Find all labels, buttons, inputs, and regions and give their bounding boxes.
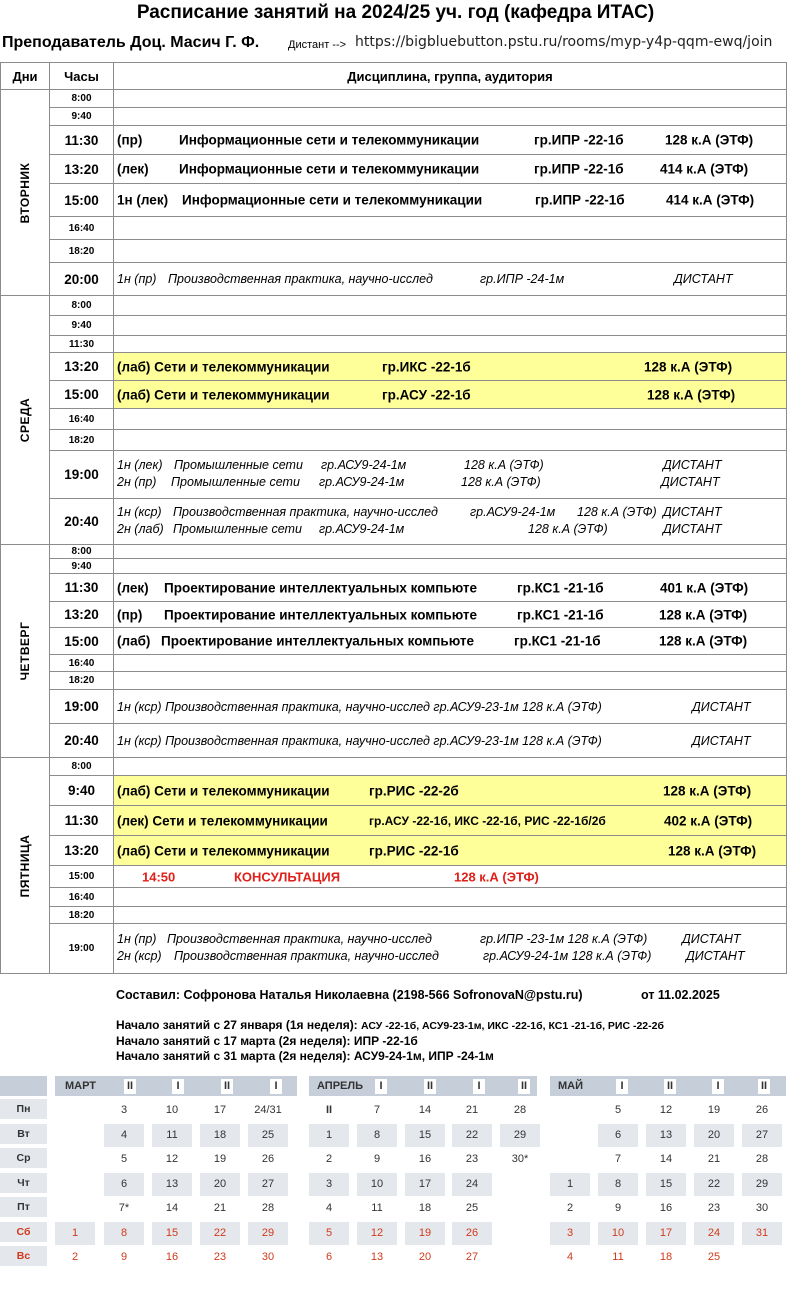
hour-cell: 16:40 bbox=[50, 888, 114, 907]
calendar-day: 27 bbox=[465, 1251, 479, 1263]
calendar-day: 8 bbox=[357, 1124, 397, 1147]
table-row bbox=[1, 724, 787, 758]
lesson-cell bbox=[114, 924, 787, 974]
table-row bbox=[1, 240, 787, 263]
day-friday: ПЯТНИЦА bbox=[1, 758, 50, 974]
header-subject: Дисциплина, группа, аудитория bbox=[114, 63, 787, 90]
lesson-cell: (лаб) Сети и телекоммуникации гр.ИКС -22-1б 128 к.А (ЭТФ) bbox=[114, 353, 787, 381]
day-wednesday: СРЕДА bbox=[1, 296, 50, 545]
calendar-day: 8 bbox=[598, 1173, 638, 1196]
calendar-day: 23 bbox=[213, 1251, 227, 1263]
hour-cell: 15:00 bbox=[50, 866, 114, 888]
calendar-day: 24 bbox=[452, 1173, 492, 1196]
lesson-cell bbox=[114, 316, 787, 336]
calendar-day: 28 bbox=[261, 1202, 275, 1214]
table-row bbox=[1, 672, 787, 690]
calendar-day: 28 bbox=[513, 1104, 527, 1116]
calendar-day: 15 bbox=[646, 1173, 686, 1196]
calendar-day: 13 bbox=[152, 1173, 192, 1196]
lesson-cell: (лаб) Проектирование интеллектуальных компьюте гр.КС1 -21-1б 128 к.А (ЭТФ) bbox=[114, 628, 787, 655]
calendar-dow: Вт bbox=[0, 1124, 47, 1144]
table-row bbox=[1, 451, 787, 499]
lesson-cell: (лаб) Сети и телекоммуникации гр.РИС -22-1б 128 к.А (ЭТФ) bbox=[114, 836, 787, 866]
calendar-day: 22 bbox=[694, 1173, 734, 1196]
calendar-day: 14 bbox=[659, 1153, 673, 1165]
calendar-week-label: I bbox=[270, 1079, 282, 1094]
calendar-header-blank bbox=[0, 1076, 47, 1096]
calendar-day: 23 bbox=[707, 1202, 721, 1214]
calendar-day: 17 bbox=[213, 1104, 227, 1116]
calendar-month-header bbox=[55, 1076, 297, 1096]
table-row bbox=[1, 758, 787, 776]
calendar-day: 22 bbox=[200, 1222, 240, 1245]
calendar-day: 25 bbox=[465, 1202, 479, 1214]
hour-cell: 8:00 bbox=[50, 296, 114, 316]
day-thursday: ЧЕТВЕРГ bbox=[1, 545, 50, 758]
calendar-dow: Пн bbox=[0, 1099, 47, 1119]
hour-cell: 13:20 bbox=[50, 836, 114, 866]
lesson-line: 2н (лаб) Промышленные сети гр.АСУ9-24-1м 128 к.А (ЭТФ) ДИСТАНТ bbox=[117, 521, 722, 536]
calendar-day: 27 bbox=[248, 1173, 288, 1196]
calendar-day: 3 bbox=[550, 1222, 590, 1245]
lesson-cell bbox=[114, 655, 787, 672]
calendar-day: 12 bbox=[659, 1104, 673, 1116]
calendar-day: 19 bbox=[213, 1153, 227, 1165]
calendar-day: 1 bbox=[309, 1124, 349, 1147]
day-tuesday: ВТОРНИК bbox=[1, 90, 50, 296]
calendar-day: 7 bbox=[373, 1104, 381, 1116]
calendar-week-label: II bbox=[325, 1104, 333, 1116]
hour-cell: 11:30 bbox=[50, 126, 114, 155]
calendar-month-header bbox=[550, 1076, 786, 1096]
calendar-day: 10 bbox=[357, 1173, 397, 1196]
calendar-day: 19 bbox=[707, 1104, 721, 1116]
calendar-day: 21 bbox=[465, 1104, 479, 1116]
calendar-day: 18 bbox=[418, 1202, 432, 1214]
teacher-name: Преподаватель Доц. Масич Г. Ф. bbox=[2, 34, 260, 51]
calendar-day: 26 bbox=[755, 1104, 769, 1116]
lesson-cell: 1н (лек) Информационные сети и телекоммуникации гр.ИПР -22-1б 414 к.А (ЭТФ) bbox=[114, 184, 787, 217]
lesson-cell bbox=[114, 758, 787, 776]
calendar-month-header bbox=[309, 1076, 537, 1096]
table-row bbox=[1, 888, 787, 907]
lesson-line: 1н (пр) Производственная практика, научно-исслед гр.ИПР -23-1м 128 к.А (ЭТФ) ДИСТАНТ bbox=[117, 931, 741, 946]
table-row bbox=[1, 776, 787, 806]
table-row bbox=[1, 217, 787, 240]
header-days: Дни bbox=[1, 63, 50, 90]
page-title: Расписание занятий на 2024/25 уч. год (кафедра ИТАС) bbox=[136, 2, 655, 23]
calendar-day: 19 bbox=[405, 1222, 445, 1245]
lesson-cell bbox=[114, 409, 787, 430]
hour-cell: 19:00 bbox=[50, 924, 114, 974]
calendar-day: 5 bbox=[120, 1153, 128, 1165]
calendar-day: 16 bbox=[165, 1251, 179, 1263]
hour-cell: 9:40 bbox=[50, 559, 114, 574]
calendar-dow: Сб bbox=[0, 1222, 47, 1242]
lesson-cell: 1н (кср) Производственная практика, научно-исслед гр.АСУ9-23-1м 128 к.А (ЭТФ) ДИСТАНТ bbox=[114, 690, 787, 724]
hour-cell: 16:40 bbox=[50, 217, 114, 240]
hour-cell: 11:30 bbox=[50, 574, 114, 602]
lesson-line: 2н (пр) Промышленные сети гр.АСУ9-24-1м 128 к.А (ЭТФ) ДИСТАНТ bbox=[117, 474, 720, 489]
calendar-day: 23 bbox=[465, 1153, 479, 1165]
composed-by-text: Составил: Софронова Наталья Николаевна (2198-566 SofronovaN@pstu.ru) bbox=[116, 988, 583, 1002]
table-row bbox=[1, 574, 787, 602]
calendar-day: 14 bbox=[165, 1202, 179, 1214]
hour-cell: 18:20 bbox=[50, 240, 114, 263]
calendar-day: 12 bbox=[165, 1153, 179, 1165]
calendar-day: 16 bbox=[659, 1202, 673, 1214]
lesson-cell: (лаб) Сети и телекоммуникации гр.АСУ -22-1б 128 к.А (ЭТФ) bbox=[114, 381, 787, 409]
hour-cell: 20:40 bbox=[50, 499, 114, 545]
composed-by bbox=[116, 988, 720, 1002]
calendar-day: 10 bbox=[598, 1222, 638, 1245]
calendar-day: 20 bbox=[200, 1173, 240, 1196]
lesson-cell bbox=[114, 108, 787, 126]
calendar-day: 16 bbox=[418, 1153, 432, 1165]
hour-cell: 9:40 bbox=[50, 316, 114, 336]
table-header-row bbox=[1, 63, 787, 90]
calendar-day: 15 bbox=[152, 1222, 192, 1245]
table-row bbox=[1, 690, 787, 724]
calendar-day: 30 bbox=[261, 1251, 275, 1263]
calendar-day: 3 bbox=[120, 1104, 128, 1116]
calendar-day: 4 bbox=[566, 1251, 574, 1263]
calendar-week-label: I bbox=[375, 1079, 387, 1094]
table-row bbox=[1, 409, 787, 430]
calendar-day: 2 bbox=[325, 1153, 333, 1165]
calendar-day: 14 bbox=[418, 1104, 432, 1116]
lesson-cell bbox=[114, 451, 787, 499]
lesson-line: 1н (лек) Промышленные сети гр.АСУ9-24-1м 128 к.А (ЭТФ) ДИСТАНТ bbox=[117, 457, 722, 472]
calendar-day: 11 bbox=[612, 1251, 624, 1263]
hour-cell: 15:00 bbox=[50, 381, 114, 409]
distant-label: Дистант --> bbox=[288, 39, 347, 51]
hour-cell: 18:20 bbox=[50, 672, 114, 690]
calendar-day: 5 bbox=[614, 1104, 622, 1116]
calendar-day: 7* bbox=[118, 1202, 130, 1214]
table-row bbox=[1, 430, 787, 451]
calendar-week-label: I bbox=[616, 1079, 628, 1094]
lesson-line: 2н (кср) Производственная практика, научно-исслед гр.АСУ9-24-1м 128 к.А (ЭТФ) ДИСТАНТ bbox=[117, 948, 745, 963]
table-row bbox=[1, 126, 787, 155]
hour-cell: 16:40 bbox=[50, 409, 114, 430]
lesson-cell: (пр) Проектирование интеллектуальных компьюте гр.КС1 -21-1б 128 к.А (ЭТФ) bbox=[114, 602, 787, 628]
table-row bbox=[1, 866, 787, 888]
calendar-day: 6 bbox=[104, 1173, 144, 1196]
table-row bbox=[1, 836, 787, 866]
calendar-day: 30* bbox=[511, 1153, 529, 1165]
table-row bbox=[1, 499, 787, 545]
table-row bbox=[1, 336, 787, 353]
calendar-day: 13 bbox=[370, 1251, 384, 1263]
calendar-day: 18 bbox=[659, 1251, 673, 1263]
calendar-day: 26 bbox=[452, 1222, 492, 1245]
table-row bbox=[1, 263, 787, 296]
lesson-cell bbox=[114, 217, 787, 240]
table-row bbox=[1, 381, 787, 409]
table-row bbox=[1, 806, 787, 836]
table-row bbox=[1, 184, 787, 217]
start-line: Начало занятий с 27 января (1я неделя): АСУ -22-1б, АСУ9-23-1м, ИКС -22-1б, КС1 -21-1б, РИС -22-2б bbox=[116, 1018, 664, 1032]
calendar-day: 30 bbox=[755, 1202, 769, 1214]
start-line: Начало занятий с 31 марта (2я неделя): АСУ9-24-1м, ИПР -24-1м bbox=[116, 1049, 494, 1063]
calendar-day: 21 bbox=[213, 1202, 227, 1214]
calendar-day: 1 bbox=[550, 1173, 590, 1196]
calendar-day: 9 bbox=[614, 1202, 622, 1214]
hour-cell: 18:20 bbox=[50, 907, 114, 924]
calendar-day: 25 bbox=[707, 1251, 721, 1263]
table-row bbox=[1, 316, 787, 336]
calendar-dow: Пт bbox=[0, 1197, 47, 1217]
table-row bbox=[1, 559, 787, 574]
calendar-day: 29 bbox=[500, 1124, 540, 1147]
hour-cell: 13:20 bbox=[50, 353, 114, 381]
calendar-day: 21 bbox=[707, 1153, 721, 1165]
lesson-cell: 14:50 КОНСУЛЬТАЦИЯ 128 к.А (ЭТФ) bbox=[114, 866, 787, 888]
calendar-day: 20 bbox=[418, 1251, 432, 1263]
hour-cell: 19:00 bbox=[50, 690, 114, 724]
calendar-dow: Чт bbox=[0, 1173, 47, 1193]
calendar-day: 3 bbox=[309, 1173, 349, 1196]
calendar-week-label: I bbox=[172, 1079, 184, 1094]
calendar-day: 6 bbox=[325, 1251, 333, 1263]
calendar-day: 11 bbox=[152, 1124, 192, 1147]
calendar-day: 15 bbox=[405, 1124, 445, 1147]
hour-cell: 8:00 bbox=[50, 90, 114, 108]
table-row bbox=[1, 628, 787, 655]
table-row bbox=[1, 108, 787, 126]
calendar-day: 27 bbox=[742, 1124, 782, 1147]
table-row bbox=[1, 90, 787, 108]
hour-cell: 20:00 bbox=[50, 263, 114, 296]
hour-cell: 15:00 bbox=[50, 184, 114, 217]
calendar-week-label: II bbox=[424, 1079, 436, 1094]
lesson-cell bbox=[114, 240, 787, 263]
table-row bbox=[1, 924, 787, 974]
calendar-day: 29 bbox=[742, 1173, 782, 1196]
calendar-month-name: АПРЕЛЬ bbox=[317, 1080, 364, 1092]
calendar-week-label: I bbox=[473, 1079, 485, 1094]
lesson-cell bbox=[114, 888, 787, 907]
hour-cell: 11:30 bbox=[50, 336, 114, 353]
calendar-day: 28 bbox=[755, 1153, 769, 1165]
calendar-day: 31 bbox=[742, 1222, 782, 1245]
lesson-cell: 1н (кср) Производственная практика, научно-исслед гр.АСУ9-23-1м 128 к.А (ЭТФ) ДИСТАНТ bbox=[114, 724, 787, 758]
calendar-day: 4 bbox=[325, 1202, 333, 1214]
calendar-day: 12 bbox=[357, 1222, 397, 1245]
calendar-week-label: II bbox=[758, 1079, 770, 1094]
table-row bbox=[1, 155, 787, 184]
hour-cell: 20:40 bbox=[50, 724, 114, 758]
calendar-day: 5 bbox=[309, 1222, 349, 1245]
calendar-week-label: II bbox=[221, 1079, 233, 1094]
calendar-day: 7 bbox=[614, 1153, 622, 1165]
calendar-month-name: МАЙ bbox=[558, 1080, 584, 1092]
lesson-cell bbox=[114, 336, 787, 353]
calendar-day: 2 bbox=[566, 1202, 574, 1214]
distant-link[interactable]: https://bigbluebutton.pstu.ru/rooms/myp-y4p-qqm-ewq/join bbox=[355, 34, 773, 50]
calendar-day: 9 bbox=[120, 1251, 128, 1263]
calendar-day: 26 bbox=[261, 1153, 275, 1165]
lesson-cell bbox=[114, 90, 787, 108]
calendar-day: 17 bbox=[646, 1222, 686, 1245]
teacher-row bbox=[0, 31, 791, 57]
calendar-week-label: II bbox=[664, 1079, 676, 1094]
calendar-dow: Вс bbox=[0, 1246, 47, 1266]
hour-cell: 8:00 bbox=[50, 758, 114, 776]
calendar-day: 25 bbox=[248, 1124, 288, 1147]
table-row bbox=[1, 353, 787, 381]
schedule-table bbox=[0, 62, 787, 974]
table-row bbox=[1, 907, 787, 924]
hour-cell: 19:00 bbox=[50, 451, 114, 499]
calendar-week-label: II bbox=[124, 1079, 136, 1094]
hour-cell: 15:00 bbox=[50, 628, 114, 655]
table-row bbox=[1, 296, 787, 316]
lesson-cell bbox=[114, 907, 787, 924]
hour-cell: 9:40 bbox=[50, 108, 114, 126]
calendar-day: 22 bbox=[452, 1124, 492, 1147]
calendar-week-label: II bbox=[518, 1079, 530, 1094]
calendar-day: 11 bbox=[371, 1202, 383, 1214]
calendar-day: 20 bbox=[694, 1124, 734, 1147]
lesson-cell: 1н (пр) Производственная практика, научно-исслед гр.ИПР -24-1м ДИСТАНТ bbox=[114, 263, 787, 296]
calendar-day: 24 bbox=[694, 1222, 734, 1245]
hour-cell: 11:30 bbox=[50, 806, 114, 836]
lesson-cell: (лек) Проектирование интеллектуальных компьюте гр.КС1 -21-1б 401 к.А (ЭТФ) bbox=[114, 574, 787, 602]
lesson-cell bbox=[114, 430, 787, 451]
table-row bbox=[1, 655, 787, 672]
calendar-day: 4 bbox=[104, 1124, 144, 1147]
lesson-cell bbox=[114, 672, 787, 690]
calendar-day: 13 bbox=[646, 1124, 686, 1147]
hour-cell: 9:40 bbox=[50, 776, 114, 806]
table-row bbox=[1, 602, 787, 628]
start-dates bbox=[116, 1018, 664, 1064]
calendar-day: 6 bbox=[598, 1124, 638, 1147]
hour-cell: 13:20 bbox=[50, 155, 114, 184]
hour-cell: 8:00 bbox=[50, 545, 114, 559]
table-row bbox=[1, 545, 787, 559]
calendar-day: 24/31 bbox=[254, 1104, 282, 1116]
calendar-day: 1 bbox=[55, 1222, 95, 1245]
lesson-cell: (лаб) Сети и телекоммуникации гр.РИС -22-2б 128 к.А (ЭТФ) bbox=[114, 776, 787, 806]
lesson-cell: (лек) Информационные сети и телекоммуникации гр.ИПР -22-1б 414 к.А (ЭТФ) bbox=[114, 155, 787, 184]
calendar-day: 2 bbox=[71, 1251, 79, 1263]
calendar-day: 29 bbox=[248, 1222, 288, 1245]
lesson-cell bbox=[114, 545, 787, 559]
start-line: Начало занятий с 17 марта (2я неделя): ИПР -22-1б bbox=[116, 1034, 418, 1048]
lesson-cell: (лек) Сети и телекоммуникации гр.АСУ -22-1б, ИКС -22-1б, РИС -22-1б/2б 402 к.А (ЭТФ) bbox=[114, 806, 787, 836]
hour-cell: 13:20 bbox=[50, 602, 114, 628]
lesson-cell bbox=[114, 559, 787, 574]
lesson-cell bbox=[114, 296, 787, 316]
calendar-week-label: I bbox=[712, 1079, 724, 1094]
lesson-cell bbox=[114, 499, 787, 545]
hour-cell: 18:20 bbox=[50, 430, 114, 451]
calendar-day: 18 bbox=[200, 1124, 240, 1147]
header-hours: Часы bbox=[50, 63, 114, 90]
calendar-day: 8 bbox=[104, 1222, 144, 1245]
calendar-dow: Ср bbox=[0, 1148, 47, 1168]
lesson-cell: (пр) Информационные сети и телекоммуникации гр.ИПР -22-1б 128 к.А (ЭТФ) bbox=[114, 126, 787, 155]
hour-cell: 16:40 bbox=[50, 655, 114, 672]
lesson-line: 1н (кср) Производственная практика, научно-исслед гр.АСУ9-24-1м 128 к.А (ЭТФ) ДИСТАНТ bbox=[117, 504, 722, 519]
calendar-day: 10 bbox=[165, 1104, 179, 1116]
composed-date: от 11.02.2025 bbox=[641, 988, 720, 1002]
calendar-day: 9 bbox=[373, 1153, 381, 1165]
calendar-day: 17 bbox=[405, 1173, 445, 1196]
calendar-month-name: МАРТ bbox=[65, 1080, 97, 1092]
